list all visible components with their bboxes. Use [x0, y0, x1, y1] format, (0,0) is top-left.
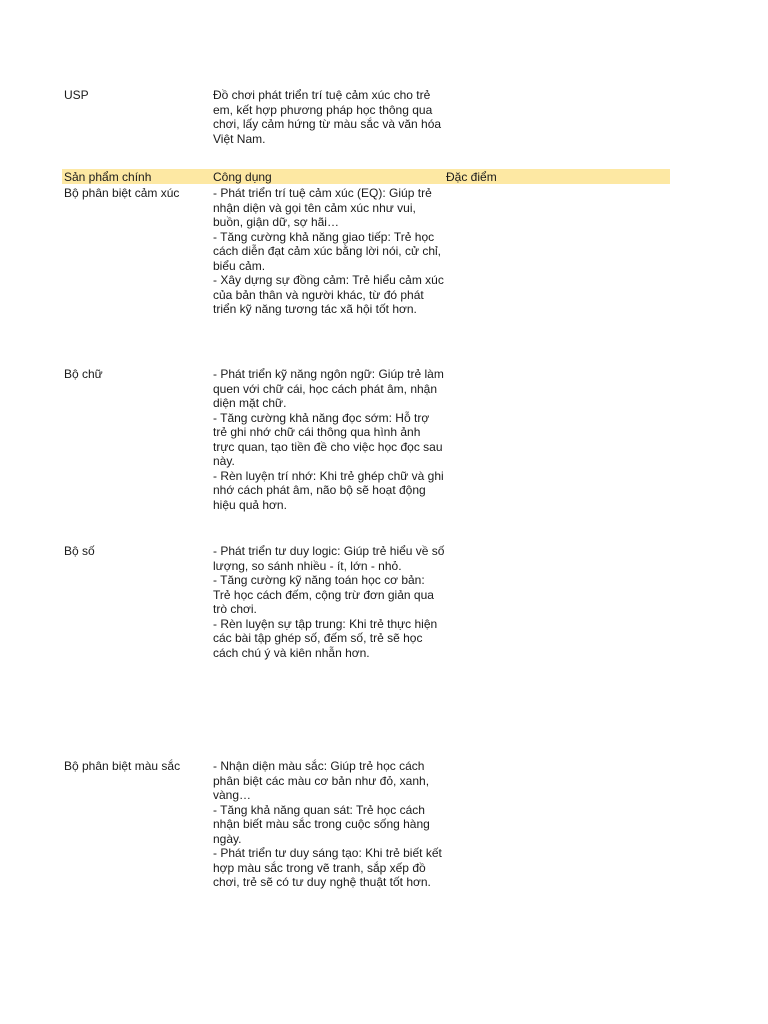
usage-line: - Phát triển tư duy sáng tạo: Khi trẻ biết kết hợp màu sắc trong vẽ tranh, sắp xếp đồ chơi, trẻ sẽ có tư duy nghệ thuật tốt hơn. — [213, 846, 442, 889]
header-product[interactable]: Sản phẩm chính — [64, 169, 152, 184]
usage-cell[interactable] — [213, 186, 445, 317]
product-cell[interactable]: Bộ phân biệt màu sắc — [64, 759, 181, 773]
product-cell[interactable]: Bộ chữ — [64, 367, 103, 381]
header-usage[interactable]: Công dụng — [213, 169, 272, 184]
usage-cell[interactable] — [213, 759, 445, 890]
usp-label[interactable]: USP — [64, 88, 89, 102]
usage-line: - Nhận diện màu sắc: Giúp trẻ học cách phân biệt các màu cơ bản như đỏ, xanh, vàng… — [213, 759, 430, 802]
usage-line: - Phát triển kỹ năng ngôn ngữ: Giúp trẻ làm quen với chữ cái, học cách phát âm, nhận diện mặt chữ. — [213, 367, 444, 410]
usage-cell[interactable] — [213, 544, 445, 660]
usage-line: - Xây dựng sự đồng cảm: Trẻ hiểu cảm xúc của bản thân và người khác, từ đó phát triển kỹ năng tương tác xã hội tốt hơn. — [213, 273, 444, 316]
usage-line: - Tăng cường khả năng giao tiếp: Trẻ học cách diễn đạt cảm xúc bằng lời nói, cử chỉ, biểu cảm. — [213, 229, 442, 273]
usage-line: - Tăng khả năng quan sát: Trẻ học cách nhận biết màu sắc trong cuộc sống hàng ngày. — [213, 802, 430, 846]
product-cell[interactable]: Bộ phân biệt cảm xúc — [64, 186, 180, 200]
usage-line: - Phát triển trí tuệ cảm xúc (EQ): Giúp trẻ nhận diện và gọi tên cảm xúc như vui, buồn, giận dữ, sợ hãi… — [213, 186, 432, 229]
usage-line: - Rèn luyện trí nhớ: Khi trẻ ghép chữ và ghi nhớ cách phát âm, não bộ sẽ hoạt động hiệu quả hơn. — [213, 468, 444, 512]
usp-text[interactable]: Đồ chơi phát triển trí tuệ cảm xúc cho trẻ em, kết hợp phương pháp học thông qua chơi, lấy cảm hứng từ màu sắc và văn hóa Việt Nam. — [213, 88, 442, 146]
usage-line: - Phát triển tư duy logic: Giúp trẻ hiểu về số lượng, so sánh nhiều - ít, lớn - nhỏ. — [213, 544, 445, 573]
usage-cell[interactable] — [213, 367, 445, 512]
product-cell[interactable]: Bộ số — [64, 544, 95, 558]
usage-line: - Tăng cường khả năng đọc sớm: Hỗ trợ trẻ ghi nhớ chữ cái thông qua hình ảnh trực quan, tạo tiền đề cho việc học đọc sau này. — [213, 410, 443, 468]
usage-line: - Rèn luyện sự tập trung: Khi trẻ thực hiện các bài tập ghép số, đếm số, trẻ sẽ học cách chú ý và kiên nhẫn hơn. — [213, 616, 438, 660]
usage-line: - Tăng cường kỹ năng toán học cơ bản: Trẻ học cách đếm, cộng trừ đơn giản qua trò chơi. — [213, 573, 434, 616]
header-feature[interactable]: Đặc điểm — [446, 169, 497, 184]
